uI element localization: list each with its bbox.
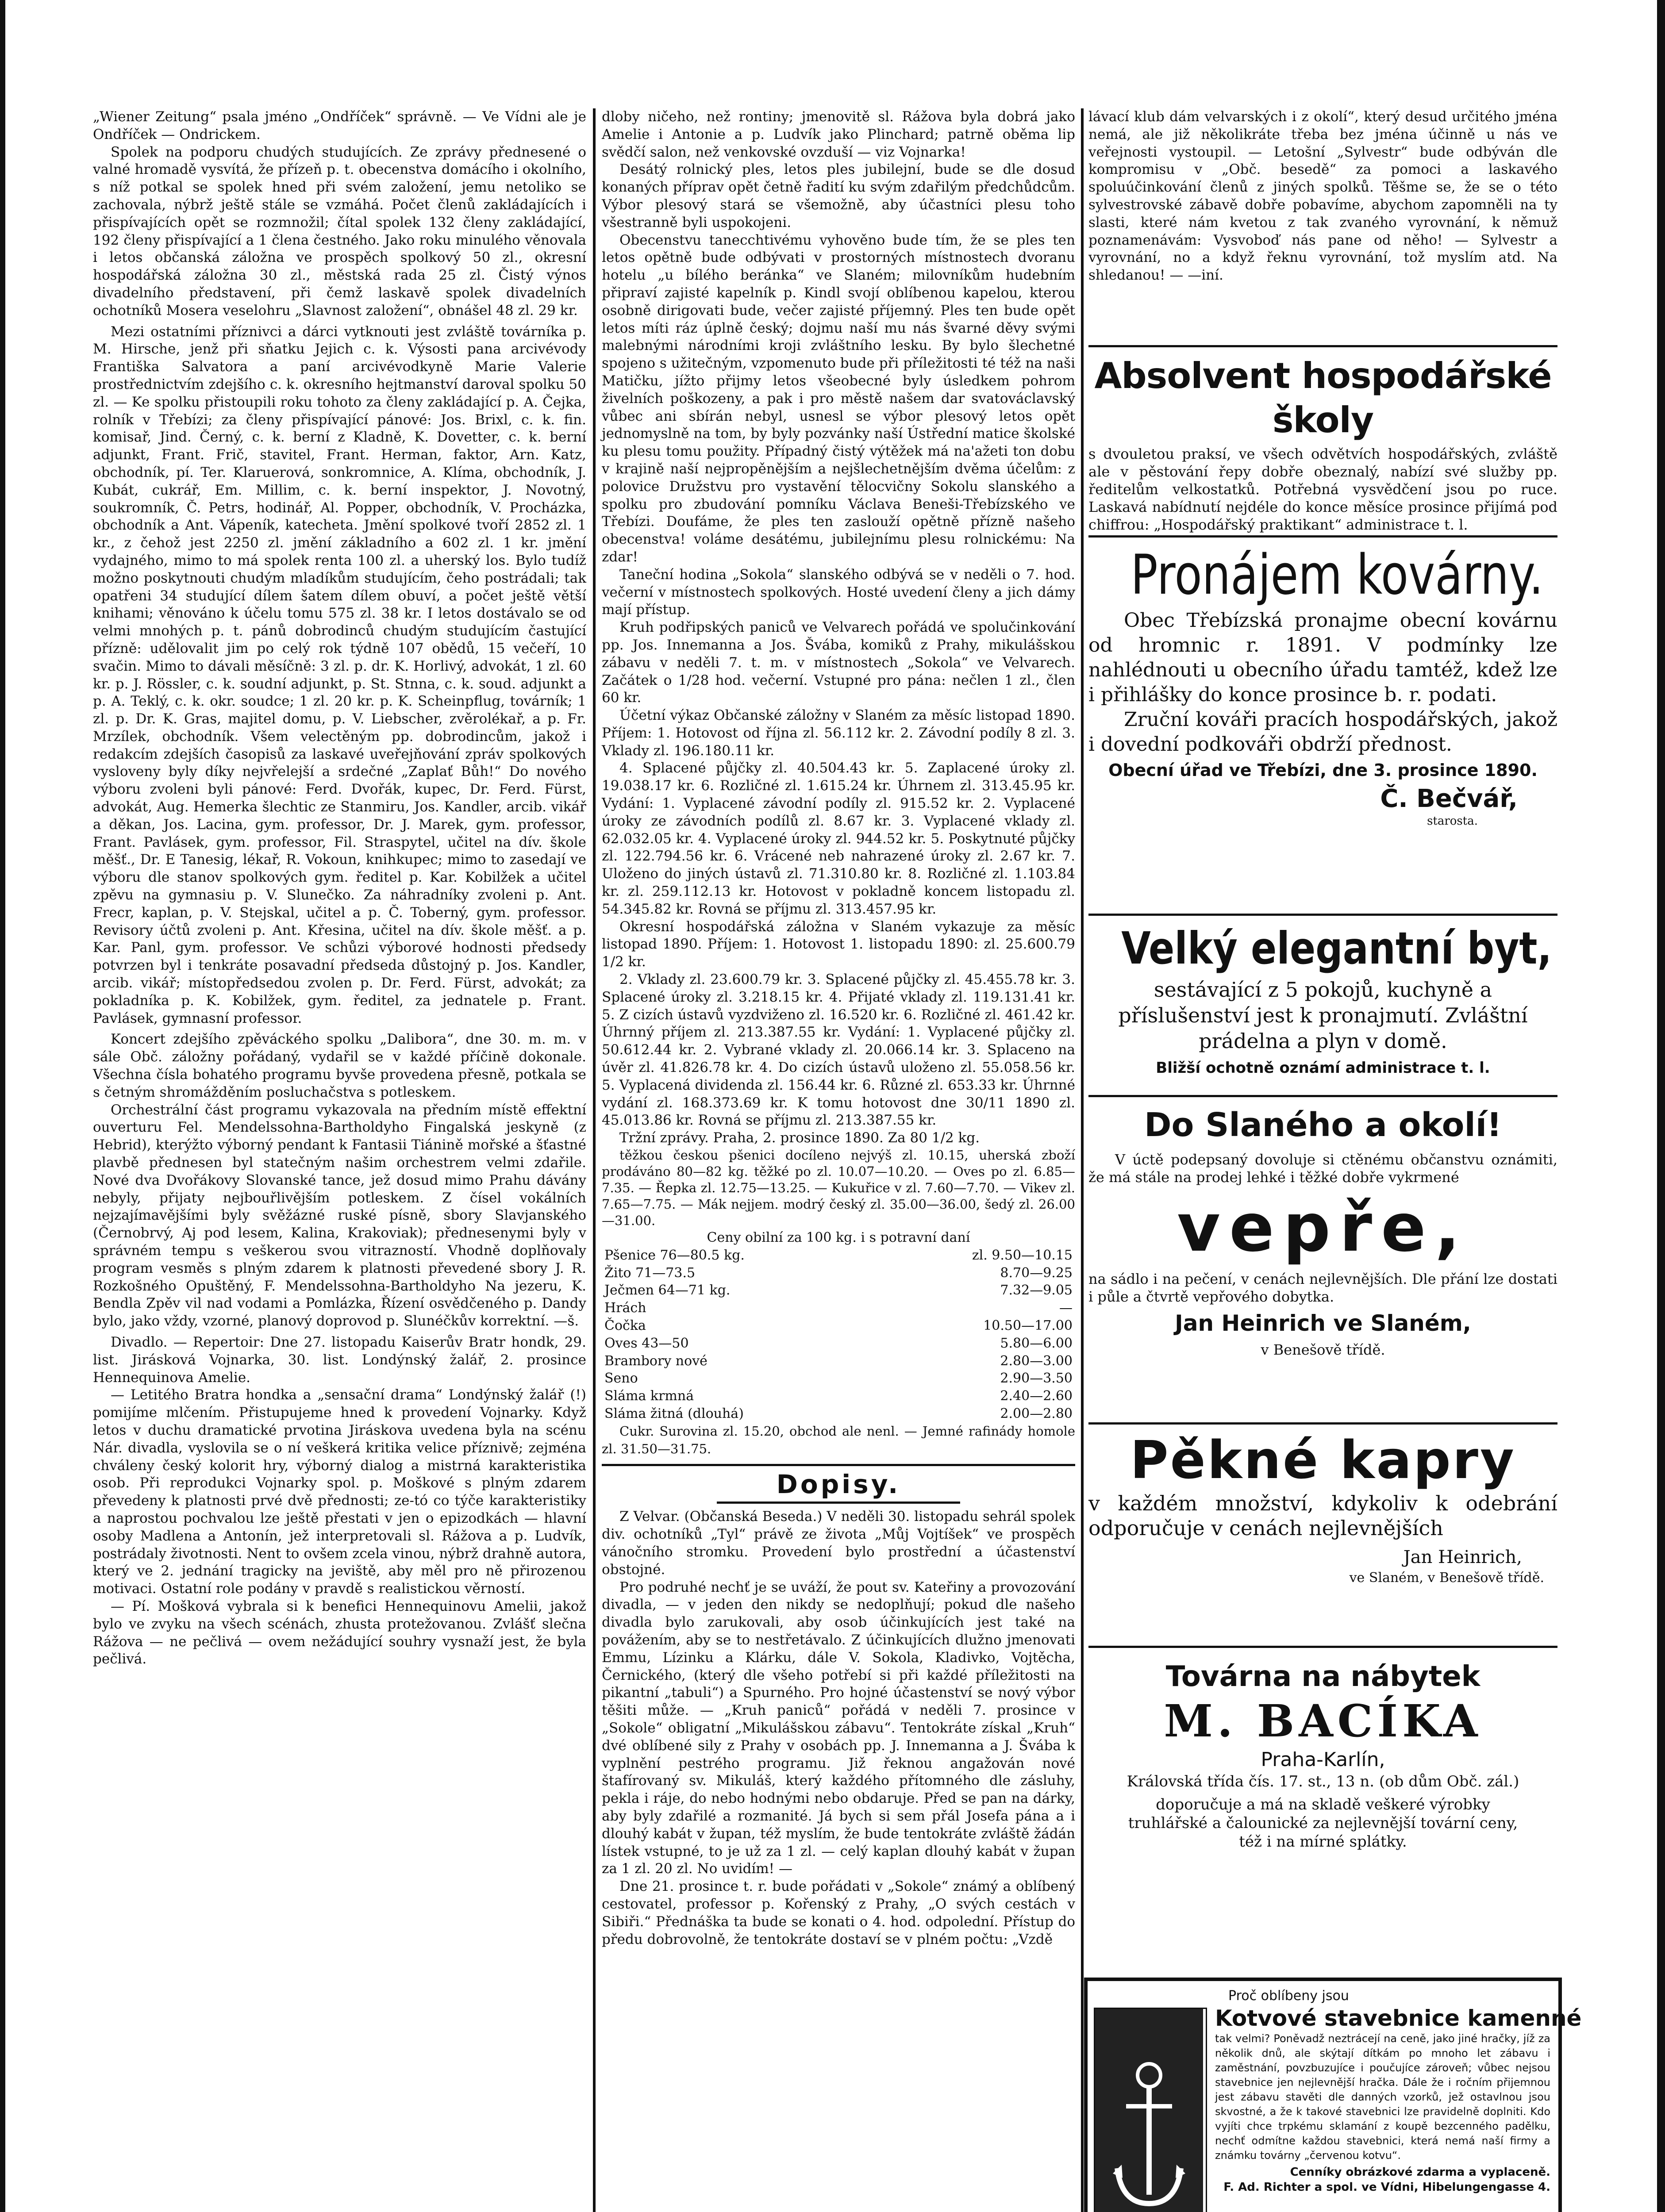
ad-kovarna-place: Obecní úřad ve Třebízi, dne 3. prosince 1890. xyxy=(1108,760,1538,780)
ad-kotva-footer: Cenníky obrázkové zdarma a vyplaceně. xyxy=(1290,2166,1550,2179)
grain-price: 7.32—9.05 xyxy=(1000,1283,1073,1298)
ad-nabytek xyxy=(1088,1659,1557,1851)
article-tanecni: Taneční hodina „Sokola“ slanského odbývá se v neděli o 7. hod. večerní v místnostech spolkových. Hosté uvedení členy a jich dámy mají přístup. xyxy=(602,566,1075,618)
article-okresni-cont: 2. Vklady zl. 23.600.79 kr. 3. Splacené půjčky zl. 45.455.78 kr. 3. Splacené úroky zl. 3.218.15 kr. 4. Přijaté vklady zl. 119.131.41 kr. 5. Z cizích ústavů vyzdviženo zl. 16.520 kr. 6. Rozličné zl. 461.42 kr. Úhrnný příjem zl. 213.387.55 kr. Vydání: 1. Vyplacené půjčky zl. 50.612.44 kr. 2. Vybrané vklady zl. 20.066.14 kr. 3. Splaceno na úvěr zl. 41.826.78 kr. 4. Do cizích ústavů uloženo zl. 55.058.56 kr. 5. Vyplacená dividenda zl. 156.44 kr. 6. Různé zl. 653.33 kr. Úhrnné vydání zl. 168.373.69 kr. K tomu hotovost dne 30/11 1890 zl. 45.013.86 kr. Rovná se příjmu zl. 213.387.55 kr. xyxy=(602,972,1075,1129)
ad-kotva-firm: F. Ad. Richter a spol. ve Vídni, Hibelungengasse 4. xyxy=(1223,2181,1550,2194)
ad-vepre-body: V úctě podepsaný dovoluje si ctěnému občanstvu oznámiti, že má stále na prodej lehké i těžké dobře vykrmené xyxy=(1088,1151,1557,1186)
article-amelie: — Pí. Mošková vybrala si k benefici Hennequinovu Amelii, jakož bylo ve zvyku na všech scénách, zhusta protežovanou. Zvlášť slečna Rážova — ne pečlivá — ovem nežádující souhry vysnaží jest, že byla pečlivá. xyxy=(93,1598,586,1667)
ad-byt-title: Velký elegantní byt, xyxy=(1121,922,1552,974)
grain-name: Sláma žitná (dlouhá) xyxy=(604,1406,744,1421)
scan-edge-right xyxy=(1657,0,1665,2212)
table-row xyxy=(602,1352,1075,1370)
ad-kovarna-body2: Zruční kováři pracích hospodářských, jakož i dovední podkováři obdrží přednost. xyxy=(1088,708,1557,756)
grain-name: Hrách xyxy=(604,1300,646,1316)
ad-absolvent xyxy=(1088,354,1557,534)
ad-kovarna-role: starosta. xyxy=(1427,814,1478,828)
ad-divider-2 xyxy=(1088,535,1557,538)
table-row xyxy=(602,1282,1075,1299)
table-row xyxy=(602,1370,1075,1387)
grain-price: zl. 9.50—10.15 xyxy=(972,1247,1073,1263)
ad-kotva-lead: Proč oblíbeny jsou xyxy=(1228,1988,1349,2004)
ad-vepre-sign: Jan Heinrich ve Slaném, xyxy=(1175,1310,1471,1336)
ad-vepre-word: vepře, xyxy=(1177,1190,1469,1267)
grain-name: Brambory nové xyxy=(604,1353,708,1369)
ad-kovarna-title: Pronájem kovárny. xyxy=(1131,543,1544,607)
ad-kotva-body: tak velmi? Poněvadž neztrácejí na ceně, jako jiné hračky, jíž za několik dnů, ale skýtají dítkám po mnoho let zábavu i zaměstnání, povzbuzujíce i poučujíce zároveň; vůbec nejsou stavebnice jen nejlevnější hračka. Dále že i ročním přijemnou jest zábavu stavěti dle danných vzorků, jež ostavlnou jsou skvostné, a že k takové stavebnici lze pravidelně doplniti. Kdo vyjíti chce trpkému sklamání z koupě bezcenného padělku, nechť odmítne každou stavebnici, která nemá naší firmy a známku továrny „červenou kotvu“. xyxy=(1215,2032,1550,2162)
article-ucetni: Účetní výkaz Občanské záložny v Slaném za měsíc listopad 1890. Příjem: 1. Hotovost od října zl. 56.112 kr. 2. Závodní podíly 8 zl. 3. Vklady zl. 196.180.11 kr. xyxy=(602,707,1075,759)
ad-vepre xyxy=(1088,1104,1557,1359)
table-row xyxy=(602,1299,1075,1317)
article-amelie-cont: dloby ničeho, než rontiny; jmenovitě sl. Rážova byla dobrá jako Amelie i Antonie a p. Ludvík jako Plinchard; patrně oběma lip svědčí salon, než venkovské ovzduší — viz Vojnarka! xyxy=(602,109,1075,160)
article-trzni-cont: těžkou českou pšenici docíleno nejvýš zl. 10.15, uherská zboží prodáváno 80—82 kg. těžké po zl. 10.07—10.20. — Oves po zl. 6.85—7.35. — Řepka zl. 12.75—13.25. — Kukuřice v zl. 7.60—7.70. — Vikev zl. 7.65—7.75. — Mák nejjem. modrý český zl. 35.00—36.00, šedý zl. 26.00—31.00. xyxy=(602,1148,1075,1229)
dopisy-heading: Dopisy. xyxy=(776,1469,901,1500)
column-rule-1 xyxy=(593,108,596,2212)
ad-nabytek-name: M. BACÍKA xyxy=(1164,1695,1482,1747)
ad-kapry-body: v každém množství, kdykoliv k odebrání odporučuje v cenách nejlevnějších xyxy=(1088,1491,1557,1540)
ad-kovarna-body: Obec Třebízská pronajme obecní kovárnu od hromnic r. 1891. V podmínky lze nahlédnouti u obecního úřadu tamtéž, kdež lze i přihlášky do konce prosince b. r. podati. xyxy=(1088,609,1557,706)
article-rolnicky-ples: Desátý rolnický ples, letos ples jubilejní, bude se dle dosud konaných příprav opět četně řadití ku svým zdařilým předchůdcům. Výbor plesový stará se všemožně, aby účastníci plesu toho všestranně byli uspokojeni. xyxy=(602,161,1075,230)
article-koncert: Koncert zdejšího zpěváckého spolku „Dalibora“, dne 30. m. m. v sále Obč. záložny pořádaný, vydařil se v každé příčině dokonale. Všechna čísla bohatého programu byvše provedena přesně, potkala se s četným shromážděním posluchačstva s potleskem. xyxy=(93,1031,586,1100)
ad-absolvent-title: Absolvent hospodářské školy xyxy=(1094,355,1552,441)
column-2 xyxy=(602,108,1075,1948)
table-row xyxy=(602,1264,1075,1282)
grain-price: — xyxy=(1059,1300,1073,1316)
ad-nabytek-addr: Královská třída čís. 17. st., 13 n. (ob dům Obč. zál.) xyxy=(1127,1773,1519,1790)
ad-byt-body: sestávající z 5 pokojů, kuchyně a příslušenství jest k pronajmutí. Zvláštní prádelna a plyn v domě. xyxy=(1118,978,1528,1053)
ad-divider-1 xyxy=(1088,345,1557,347)
article-wiener-zeitung: „Wiener Zeitung“ psala jméno „Ondříček“ správně. — Ve Vídni ale je Ondříček — Ondrickem. xyxy=(93,109,586,142)
article-koncert-cont: Orchestrální část programu vykazovala na předním místě effektní ouverturu Fel. Mendelssohna-Bartholdyho Fingalská jeskyně (z Hebrid), kterýžto výborný pendant k Fantasii Tiánině mořské a šťastné plavbě přednesen byl statečným našim orchestrem velmi zdařile. Nové dva Dvořákovy Slovanské tance, jež dosud mimo Prahu dávány nebyly, přijaty nejbouřlivějším potleskem. Z čísel vokálních nejzajímavějšími byly svěžázné ruské písně, sbory Slavjanského (Černobrvý, Aj pod lesem, Kalina, Krakoviak); přednesenymi byly v správném tempu s veškerou svou vitrazností. Vhodně doplňovaly program vesměs s plným zdarem k platnosti převedené sbory J. R. Rozkošného Opuštěný, F. Mendelssohna-Bartholdyho Na jezeru, K. Bendla Zpěv vil nad vodami a Pomlázka, Řízení osvědčeného p. Dandy bylo, jako vždy, vzorné, planový doprovod p. Slunéčkův korrektní. —š. xyxy=(93,1102,586,1329)
ad-nabytek-title: Továrna na nábytek xyxy=(1165,1660,1480,1693)
ad-kotva xyxy=(1084,1978,1582,2212)
grain-name: Seno xyxy=(604,1371,638,1386)
grain-name: Pšenice 76—80.5 kg. xyxy=(604,1247,745,1263)
article-z-velvar-cont: Pro podruhé nechť je se uváží, že pout sv. Kateřiny a provozování divadla, — v jeden den nikdy se nedoplňují; pokud dle našeho divadla bylo zarukovali, aby osob účinkujících jest také na povážením, aby se to nestřetávalo. Z účinkujících dlužno jmenovati Emmu, Lízinku a Klárku, dále V. Sokola, Kladivko, Vojtěcha, Černického, (který dle všeho potřebí si při každé příležitosti na pikantní „tabuli“) a Spurného. Pro hojné účastenství se nový výbor těšiti může. — „Kruh paniců“ pořádá v neděli 7. prosince v „Sokole“ obligatní „Mikulášskou zábavu“. Tentokráte získal „Kruh“ dvé oblíbené sily z Prahy v osobách pp. J. Innemanna a J. Švába k vyplnění pestrého programu. Již řeknou angažován nové štafírovaný sv. Mikuláš, který každého přítomného dle zásluhy, pekla i ráje, do nebo hodnými nebo obdaruje. Před se pan na dárky, aby byly zdařilé a rozmanité. Já bych si sem přál Josefa pána a i dlouhý kabát v župan, též myslím, že bude tentokráte zvláště žádán lístek vstupné, to je už za 1 zl. — celý kaplan dlouhý kabát v župan za 1 zl. 20 zl. No uvidím! — xyxy=(602,1579,1075,1877)
article-sylvestr: lávací klub dám velvarských i z okolí“, který desud určitého jména nemá, ale již několikráte třeba bez jména účinně u nás ve veřejnosti vystoupil. — Letošní „Sylvestr“ bude odbýván dle kompromisu v „Obč. besedě“ za pomoci a laskavého spoluúčinkování členů z jiných spolků. Těšme se, že se o této sylvestrovské zábavě dobře pobavíme, abychom zapomněli na ty slasti, které nám kvetou z tak zvaného vyrovnání, k němuž poznamenávám: Vysvoboď nás pane od něho! — Sylvestr a vyrovnání, no a když řeknu vyrovnání, tož myslím atd. Na shledanou! — —iní. xyxy=(1088,109,1557,284)
ad-vepre-addr: v Benešově třídě. xyxy=(1261,1341,1385,1358)
grain-name: Žito 71—73.5 xyxy=(604,1265,696,1281)
grain-footer: Cukr. Surovina zl. 15.20, obchod ale nenl. — Jemné rafinády homole zl. 31.50—31.75. xyxy=(602,1423,1075,1456)
grain-name: Čočka xyxy=(604,1318,646,1333)
ad-vepre-title: Do Slaného a okolí! xyxy=(1144,1106,1502,1144)
article-z-velvar: Z Velvar. (Občanská Beseda.) V neděli 30. listopadu sehrál spolek div. ochotníků „Tyl“ právě ze života „Můj Vojtíšek“ ve prospěch vánočního stromku. Provedení bylo prostřední a účastenství obstojné. xyxy=(602,1509,1075,1578)
table-row xyxy=(602,1405,1075,1423)
column-3 xyxy=(1088,108,1557,284)
ad-divider-3 xyxy=(1088,914,1557,916)
table-row xyxy=(602,1387,1075,1405)
ad-kovarna xyxy=(1088,542,1557,828)
ad-absolvent-body: s dvouletou praksí, ve všech odvětvích hospodářských, zvláště ale v pěstování řepy dobře obeznalý, nabízí své služby pp. ředitelům velkostatků. Potřebná vysvědčení jsou po ruce. Laskavá nabídnutí nejdéle do konce měsíce prosince přijímá pod chiffrou: „Hospodářský praktikant“ administrace t. l. xyxy=(1088,445,1557,533)
ad-kapry-sign: Jan Heinrich, xyxy=(1403,1547,1522,1567)
article-trzni: Tržní zprávy. Praha, 2. prosince 1890. Za 80 1/2 kg. xyxy=(619,1130,980,1146)
article-divadlo-cont: — Letitého Bratra hondka a „sensační drama“ Londýnský žalář (!) pomijíme mlčením. Přistupujeme hned k provedení Vojnarky. Když letos v duchu dramatické prvotina Jiráskova uvedena byla na scénu Nár. divadla, vyslovila se o ní veškerá kritika velice příznivě; zejména chváleny český kolorit hry, výborný dialog a mistrná karakteristika osob. Při reprodukci Vojnarky spol. p. Moškové s plným zdarem převedeny k platnosti prvé dvě přednosti; ze-tó co týče karakteristiky a naprostou pochvalou lze ještě přestati v jen o epizodkách — hlavní osoby Madlena a Antonín, jež interpretovali sl. Rážova a p. Ludvík, postrádaly životnosti. Nent to ovšem zcela vinou, nýbrž drahně autora, který ve 2. jednání tragicky na jeviště, aby měl pro ně přirozenou motivaci. Ostatní role podány v pravdě s realistickou věrností. xyxy=(93,1387,586,1597)
ad-kapry xyxy=(1088,1429,1557,1586)
grain-price: 10.50—17.00 xyxy=(983,1318,1073,1333)
grain-price-table xyxy=(602,1247,1075,1423)
article-spolek-chudych: Spolek na podporu chudých studujících. Ze zprávy přednesené o valné hromadě vysvítá, že přízeň p. t. obecenstva domácího i okolního, s níž potkal se spolek hned při svém založení, jemu netoliko se zachovala, nýbrž ještě stále se vzmáhá. Počet členů zakládajících i přispívajících opět se rozmnožil; čítal spolek 132 členy zakládající, 192 členy přispívající a 1 člena čestného. Jako roku minulého věnovala i letos občanská záložna ve prospěch spolkový 50 zl., okresní hospodářská záložna 30 zl., městská rada 25 zl. Čistý výnos divadelního představení, při čemž laskavě spolek divadelních ochotníků Mosera veselohru „Slavnost založení“, obnášel 48 zl. 29 kr. xyxy=(93,144,586,319)
grain-table-header: Ceny obilní za 100 kg. i s potravní daní xyxy=(707,1230,970,1246)
section-divider-short xyxy=(717,1502,960,1504)
ad-kotva-title: Kotvové stavebnice kamenné xyxy=(1215,2005,1582,2031)
grain-price: 2.40—2.60 xyxy=(1000,1388,1073,1404)
article-ucetni-cont: 4. Splacené půjčky zl. 40.504.43 kr. 5. Zaplacené úroky zl. 19.038.17 kr. 6. Rozličné zl. 1.615.24 kr. Úhrnem zl. 313.45.95 kr. Vydání: 1. Vyplacené závodní podíly zl. 915.52 kr. 2. Vyplacené úroky ze závodních podílů zl. 8.67 kr. 3. Vyplacené vklady zl. 62.032.05 kr. 4. Vyplacené úroky zl. 944.52 kr. 5. Poskytnuté půjčky zl. 122.794.56 kr. 6. Vrácené neb nahrazené úroky zl. 2.67 kr. 7. Uloženo do jiných ústavů zl. 71.310.80 kr. 8. Rozličné zl. 1.103.84 kr. zl. 259.112.13 kr. Hotovost v pokladně koncem listopadu zl. 54.345.82 kr. Rovná se příjmu zl. 313.457.95 kr. xyxy=(602,760,1075,917)
scan-edge-left xyxy=(0,0,5,2212)
article-kruh: Kruh podřipských paniců ve Velvarech pořádá ve spolučinkování pp. Jos. Innemanna a Jos. Švába, komiků z Prahy, mikulášskou zábavu v neděli 7. t. m. v místnostech „Sokola“ ve Velvarech. Začátek o 1/28 hod. večerní. Vstupné pro pána: nečlen 1 zl., člen 60 kr. xyxy=(602,619,1075,706)
article-okresni: Okresní hospodářská záložna v Slaném vykazuje za měsíc listopad 1890. Příjem: 1. Hotovost 1. listopadu 1890: zl. 25.600.79 1/2 kr. xyxy=(602,918,1075,970)
ad-nabytek-city: Praha-Karlín, xyxy=(1261,1748,1385,1771)
ad-divider-6 xyxy=(1088,1646,1557,1648)
grain-price: 2.80—3.00 xyxy=(1000,1353,1073,1369)
grain-price: 2.90—3.50 xyxy=(1000,1371,1073,1386)
ad-kapry-title: Pěkné kapry xyxy=(1130,1429,1516,1490)
grain-price: 8.70—9.25 xyxy=(1000,1265,1073,1281)
section-divider xyxy=(602,1464,1075,1466)
grain-price: 5.80—6.00 xyxy=(1000,1335,1073,1351)
anchor-illustration-frame xyxy=(1094,2008,1207,2212)
ad-kapry-addr: ve Slaném, v Benešově třídě. xyxy=(1349,1570,1544,1586)
column-1 xyxy=(93,108,586,1668)
ad-byt-note: Bližší ochotně oznámí administrace t. l. xyxy=(1156,1059,1490,1077)
article-korensky: Dne 21. prosince t. r. bude pořádati v „Sokole“ známý a oblíbený cestovatel, professor p. Kořenský z Prahy, „O svých cestách v Sibiři.“ Přednáška ta bude se konati o 4. hod. odpolední. Přístup do předu dobrovolně, že tentokráte dostaví se v plném počtu: „Vzdě xyxy=(602,1878,1075,1947)
article-ples-cont: Obecenstvu tanecchtivému vyhověno bude tím, že se ples ten letos opětně bude odbývati v prostorných místnostech dvoranu hotelu „u bílého beránka“ ve Slaném; milovníkům hudebním připraví zajisté kapelník p. Kindl svojí oblíbenou kapelou, kterou osobně dirigovati bude, večer zajisté příjemný. Ples ten bude opět letos míti ráz úplně český; dojmu naší mu nás švarné děvy svými malebnými národními kroji zvláštního lesku. By bylo šlechetné spojeno s užitečným, vzpomenuto bude při příležitosti té též na naši Matičku, jížto přijmy letos všeobecné byly úsledkem pohrom živelních poškozeny, a pak i pro městě našem dar svatováclavský vůbec ani sbírán nebyl, usnesl se výbor plesový letos opět jednomyslně na tom, by byly pozvánky naší Ústřední matice školské ku plesu tomu použity. Případný čistý výtěžek má na'ažeti ton dobu v krajině naší nejpropěnějším a nejšlechetnějším dvěma účelům: z polovice Družstvu pro vystavění tělocvičny Sokolu slanského a spolku pro zbudování pomníku Václava Beneši-Třebízského ve Třebízi. Doufáme, že ples ten zaslouží opětně přízně našeho obecenstva! voláme desátému, jubilejnímu plesu rolnickému: Na zdar! xyxy=(602,232,1075,565)
ad-kovarna-sign: Č. Bečvář, xyxy=(1380,784,1518,813)
table-row xyxy=(602,1335,1075,1352)
grain-price: 2.00—2.80 xyxy=(1000,1406,1073,1421)
article-divadlo: Divadlo. — Repertoir: Dne 27. listopadu Kaiserův Bratr hondk, 29. list. Jirásková Vojnarka, 30. list. Londýnský žalář, 2. prosince Hennequinova Amelie. xyxy=(93,1334,586,1386)
table-row xyxy=(602,1247,1075,1264)
column-rule-2 xyxy=(1081,108,1084,2212)
anchor-icon xyxy=(1095,2009,1203,2212)
ad-divider-5 xyxy=(1088,1422,1557,1425)
grain-name: Ječmen 64—71 kg. xyxy=(604,1283,731,1298)
ad-byt xyxy=(1088,920,1557,1079)
ad-vepre-body2: na sádlo i na pečení, v cenách nejlevnějších. Dle přání lze dostati i půle a čtvrtě vepřového dobytka. xyxy=(1088,1271,1557,1305)
grain-name: Sláma krmná xyxy=(604,1388,694,1404)
table-row xyxy=(602,1317,1075,1335)
article-filler: Mezi ostatními příznivci a dárci vytknouti jest zvláště továrníka p. M. Hirsche, jenž při sňatku Jejich c. k. Výsosti pana arcivévody Františka Salvatora a paní arcivévodkyně Marie Valerie prostřednictvím zdejšího c. k. okresního hejtmanství daroval spolku 50 zl. — Ke spolku přistoupili roku tohoto za členy zakládající p. A. Čejka, rolník v Třebízi; za členy přispívající pánové: Jos. Brixl, c. k. fin. komisař, Jind. Černý, c. k. berní z Kladně, K. Dovetter, c. k. berní adjunkt, Frant. Frič, stavitel, Frant. Herman, faktor, Arn. Katz, obchodník, pí. Ter. Klaruerová, sonkromnice, A. Klíma, obchodník, J. Kubát, cukrář, Em. Millim, c. k. berní inspektor, J. Novotný, soukromník, Č. Petrs, hodinář, Al. Popper, obchodník, V. Procházka, obchodník a Ant. Vápeník, katecheta. Jmění spolkové tvoří 2852 zl. 1 kr., z čehož jest 2250 zl. jmění základního a 602 zl. 1 kr. jmění vydajného, mimo to má spolek renta 100 zl. a uherský los. Bylo tudíž možno poskytnouti chudým mladíkům studujícím, čeho postrádali; tak opatřeni 34 studující dílem šatem dílem obuví, a počet ještě větší knihami; věnováno k účelu tomu 575 zl. 38 kr. I letos dostávalo se od velmi mnohých p. t. pánů dobrodinců chudým studujícím častující přízně: udělovalit jim po celý rok týdně 107 obědů, 15 večeří, 10 svačin. Mimo to dávali měsíčně: 3 zl. p. dr. K. Horlivý, advokát, 1 zl. 60 kr. p. J. Rössler, c. k. soudní adjunkt, p. St. Stnna, c. k. soud. adjunkt a p. A. Teklý, c. k. okr. soudce; 1 zl. 20 kr. p. K. Scheinpflug, továrník; 1 zl. p. Dr. K. Gras, majitel domu, p. V. Liebscher, zvěrolékař, a p. Fr. Mrzílek, obchodník. Všem velectěným pp. dobrodincům, jakož i redakcím zdejších časopisů za laskavé uveřejňování zpráv spolkových vysloveny byly díky nejvřelejší a srdečné „Zaplať Bůh!“ Do nového výboru zvoleni byli pánové: Ferd. Dvořák, kupec, Dr. Ferd. Fürst, advokát, Aug. Hemerka šlechtic ze Stanmiru, Jos. Kandler, arcib. vikář a děkan, Jos. Lacina, gym. professor, Dr. J. Marek, gym. professor, Frant. Pavlásek, gym. professor, Fil. Straspytel, učitel na dív. škole měšť., Dr. E Tanesig, lékař, R. Vokoun, knihkupec; mimo to zasedají ve výboru dle stanov spolkových gym. ředitel p. Kar. Kobilžek a učitel zpěvu na gymnasiu p. V. Slunečko. Za náhradníky zvoleni p. Ant. Frecr, kaplan, p. V. Stejskal, učitel a p. Č. Toberný, gym. professor. Revisory účtů zvoleni p. Ant. Křesina, učitel na dív. škole měšť. a p. Kar. Panl, gym. professor. Ve schůzi výborové hodnosti předsedy potvrzen byl i tenkráte posavadní předseda důstojný p. Jos. Kandler, arcib. vikář; místopředsedou zvolen p. Dr. Ferd. Fürst, advokát; za pokladníka p. K. Kobilžek, gym. ředitel, za jednatele p. Frant. Pavlásek, gymnasní professor. xyxy=(93,323,586,1026)
ad-nabytek-body: doporučuje a má na skladě veškeré výrobky truhlářské a čalounické za nejlevnější tovární ceny, též i na mírné splátky. xyxy=(1128,1796,1518,1851)
ad-divider-4 xyxy=(1088,1095,1557,1097)
grain-name: Oves 43—50 xyxy=(604,1335,689,1351)
